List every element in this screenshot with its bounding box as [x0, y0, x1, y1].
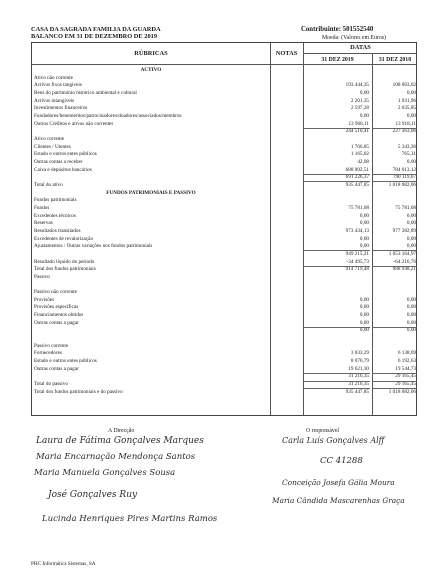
row-label: Excedentes de revalorização — [34, 235, 94, 242]
table-row — [32, 113, 418, 119]
value-2019: -34 495,73 — [346, 258, 369, 265]
table-row — [32, 190, 418, 196]
value-2018: 1 018 082,06 — [388, 388, 416, 395]
value-2018: 6 192,63 — [397, 358, 416, 365]
table-row — [32, 75, 418, 81]
table-row — [32, 151, 418, 157]
value-2019: 691 226,37 — [345, 174, 369, 181]
value-2018: 0,00 — [406, 212, 416, 219]
signature: Maria Cândida Mascarenhas Graça — [272, 496, 405, 505]
row-label: Passivo não corrente — [34, 289, 77, 296]
balance-table — [31, 42, 417, 416]
table-row — [32, 320, 418, 326]
table-row — [32, 373, 418, 379]
table-row — [32, 389, 418, 395]
value-2019: 31 216,35 — [348, 381, 369, 388]
table-row — [32, 297, 418, 303]
signature: Conceição Josefa Gália Moura — [282, 478, 395, 487]
taxpayer-number: Contribuinte: 501552540 — [301, 26, 374, 33]
row-label: Ativo não corrente — [34, 74, 73, 81]
table-row — [32, 335, 418, 341]
row-label: Estado e outros entes públicos — [34, 151, 97, 158]
table-row — [32, 358, 418, 364]
value-2018: 784 013,12 — [392, 166, 416, 173]
row-label: Total do ativo — [34, 181, 63, 188]
table-row — [32, 121, 418, 127]
row-label: Total dos fundos patrimoniais e do passivo — [34, 388, 123, 395]
row-label: Fundos patrimoniais — [34, 197, 77, 204]
value-2019: 19 621,30 — [348, 365, 369, 372]
row-label: Activos intangíveis — [34, 97, 75, 104]
value-2019: 2 597,28 — [350, 105, 369, 112]
value-2018: 6 138,69 — [397, 350, 416, 357]
row-label: Outras contas a pagar — [34, 319, 79, 326]
subtotal-rule — [373, 266, 417, 267]
subtotal-rule — [373, 373, 417, 374]
value-2018: 227 363,06 — [392, 128, 416, 135]
value-2018: 0,00 — [406, 158, 416, 165]
value-2019: 8 076,79 — [350, 358, 369, 365]
table-row — [32, 266, 418, 272]
value-2019: 973 434,13 — [345, 227, 369, 234]
table-row — [32, 274, 418, 280]
signature: CC 41288 — [320, 456, 363, 466]
value-2019: 0,00 — [359, 312, 369, 319]
value-2019: 0,00 — [359, 235, 369, 242]
table-row — [32, 128, 418, 134]
value-2019: 0,00 — [359, 304, 369, 311]
table-row — [32, 205, 418, 211]
subtotal-rule — [304, 388, 370, 389]
table-row — [32, 220, 418, 226]
signature: Carla Luís Gonçalves Alff — [282, 436, 385, 445]
subtotal-rule — [373, 250, 417, 251]
responsible-label: O responsável — [306, 428, 340, 434]
table-row — [32, 98, 418, 104]
subtotal-rule — [373, 181, 417, 182]
subtotal-rule — [304, 174, 370, 175]
row-label: Reservas — [34, 220, 53, 227]
table-row — [32, 281, 418, 287]
value-2019: 0,00 — [359, 89, 369, 96]
row-label: Resultados transitados — [34, 227, 81, 234]
value-2018: 29 165,45 — [395, 373, 416, 380]
row-label: Investimentos financeiros — [34, 105, 88, 112]
row-label: Fundadores/beneméritos/patrocinadores/doadores/associados/membros — [34, 112, 182, 119]
value-2019: 949 215,21 — [345, 250, 369, 257]
row-label: Clientes / Utentes — [34, 143, 71, 150]
value-2018: 1 931,96 — [397, 97, 416, 104]
signature: José Gonçalves Ruy — [48, 490, 138, 500]
subtotal-rule — [373, 128, 417, 129]
column-header-rubricas: RÚBRICAS — [134, 50, 168, 57]
subtotal-rule — [304, 327, 370, 328]
value-2019: 75 781,08 — [348, 204, 369, 211]
table-row — [32, 251, 418, 257]
row-label: Bens do património histórico ambiental e cultural — [34, 89, 137, 96]
value-2018: 0,00 — [406, 89, 416, 96]
value-2018: 0,00 — [406, 296, 416, 303]
value-2018: 765,31 — [401, 151, 416, 158]
table-row — [32, 381, 418, 387]
direction-label: A Direcção — [108, 428, 135, 434]
value-2018: 5 343,36 — [397, 143, 416, 150]
table-row — [32, 182, 418, 188]
table-row — [32, 159, 418, 165]
value-2018: 0,00 — [406, 304, 416, 311]
row-label: Ajustamentos / Outras variações nos fundos patrimoniais — [34, 243, 153, 250]
table-row — [32, 312, 418, 318]
value-2019: 244 510,41 — [345, 128, 369, 135]
table-row — [32, 82, 418, 88]
row-label: Fornecedores — [34, 350, 62, 357]
subtotal-rule — [304, 381, 370, 382]
value-2018: 0,00 — [406, 243, 416, 250]
subtotal-rule — [373, 174, 417, 175]
value-2019: 0,00 — [359, 327, 369, 334]
header-divider — [32, 64, 416, 65]
row-label: Provisões específicas — [34, 304, 79, 311]
signature: Laura de Fátima Gonçalves Marques — [36, 436, 204, 446]
value-2018: 977 382,89 — [392, 227, 416, 234]
table-row — [32, 228, 418, 234]
table-row — [32, 90, 418, 96]
row-label: Financiamentos obtidos — [34, 312, 84, 319]
table-row — [32, 259, 418, 265]
table-row — [32, 343, 418, 349]
value-2018: 1 018 082,06 — [388, 181, 416, 188]
table-row — [32, 289, 418, 295]
document-title: BALANCO EM 31 DE DEZEMBRO DE 2019 — [31, 33, 158, 40]
row-label: Outras contas a pagar — [34, 365, 79, 372]
value-2019: 935 447,85 — [345, 181, 369, 188]
value-2019: 0,00 — [359, 220, 369, 227]
subtotal-rule — [373, 381, 417, 382]
value-2019: 0,00 — [359, 112, 369, 119]
header-divider — [303, 53, 416, 54]
row-label: Outros Créditos e ativos não correntes — [34, 120, 114, 127]
entity-name: CASA DA SAGRADA FAMILIA DA GUARDA — [31, 26, 161, 33]
column-header-notas: NOTAS — [275, 50, 298, 57]
table-row — [32, 144, 418, 150]
row-label: Passivo — [34, 273, 50, 280]
table-row — [32, 136, 418, 142]
value-2018: 29 165,45 — [395, 381, 416, 388]
row-label: Total do passivo — [34, 381, 68, 388]
value-2019: 0,00 — [359, 296, 369, 303]
table-row — [32, 304, 418, 310]
value-2018: 1 053 164,97 — [388, 250, 416, 257]
row-label: Ativo corrente — [34, 135, 65, 142]
value-2018: 0,00 — [406, 220, 416, 227]
value-2019: 0,00 — [359, 243, 369, 250]
value-2019: 2 201,35 — [350, 97, 369, 104]
software-credit: PHC Informática Sistemas, SA — [31, 561, 96, 567]
subtotal-rule — [304, 373, 370, 374]
column-header-datas: DATAS — [350, 44, 371, 51]
value-2018: 108 063,02 — [392, 82, 416, 89]
row-label: Resultado líquido do período — [34, 258, 95, 265]
value-2019: 13 968,11 — [348, 120, 369, 127]
value-2018: 0,00 — [406, 112, 416, 119]
value-2019: 42,08 — [357, 158, 369, 165]
table-row — [32, 167, 418, 173]
row-label: Fundos — [34, 204, 50, 211]
value-2018: 0,00 — [406, 319, 416, 326]
row-label: Activos fixos tangíveis — [34, 82, 82, 89]
row-label: Provisões — [34, 296, 55, 303]
table-row — [32, 105, 418, 111]
signature: Maria Encarnação Mendonça Santos — [36, 452, 196, 462]
subtotal-rule — [304, 250, 370, 251]
subtotal-rule — [373, 388, 417, 389]
table-row — [32, 327, 418, 333]
table-row — [32, 236, 418, 242]
table-row — [32, 350, 418, 356]
value-2019: 0,00 — [359, 212, 369, 219]
value-2018: 0,00 — [406, 312, 416, 319]
subtotal-rule — [304, 266, 370, 267]
row-label: Excedentes técnicos — [34, 212, 76, 219]
value-2019: 193 444,35 — [345, 82, 369, 89]
value-2019: 3 033,29 — [350, 350, 369, 357]
row-label: ACTIVO — [140, 67, 162, 73]
value-2019: 1 766,85 — [350, 143, 369, 150]
row-label: Caixa e depósitos bancários — [34, 166, 92, 173]
value-2019: 1 165,02 — [350, 151, 369, 158]
table-row — [32, 213, 418, 219]
subtotal-rule — [304, 181, 370, 182]
table-row — [32, 243, 418, 249]
row-label: Total dos fundos patrimoniais — [34, 266, 96, 273]
value-2018: 988 948,21 — [392, 266, 416, 273]
value-2018: 75 781,08 — [395, 204, 416, 211]
value-2018: -64 216,76 — [393, 258, 416, 265]
value-2018: 13 918,11 — [395, 120, 416, 127]
row-label: Passivo corrente — [34, 342, 69, 349]
value-2018: 0,00 — [406, 235, 416, 242]
table-row — [32, 197, 418, 203]
value-2018: 790 119,67 — [392, 174, 416, 181]
table-row — [32, 366, 418, 372]
value-2019: 914 719,48 — [345, 266, 369, 273]
value-2019: 935 447,85 — [345, 388, 369, 395]
value-2019: 0,00 — [359, 319, 369, 326]
row-label: Outras contas a receber — [34, 158, 83, 165]
column-header-2018: 31 DEZ 2018 — [378, 57, 412, 63]
value-2018: 19 544,73 — [395, 365, 416, 372]
currency-note: Moeda: (Valores em Euros) — [322, 35, 386, 41]
signature: Maria Manuela Gonçalves Sousa — [34, 468, 176, 478]
value-2019: 688 002,51 — [345, 166, 369, 173]
value-2019: 31 216,35 — [348, 373, 369, 380]
value-2018: 2 035,85 — [397, 105, 416, 112]
subtotal-rule — [304, 128, 370, 129]
row-label: Estado e outros entes públicos — [34, 358, 97, 365]
column-header-2019: 31 DEZ 2019 — [321, 57, 354, 63]
subtotal-rule — [373, 327, 417, 328]
value-2018: 0,00 — [406, 327, 416, 334]
table-row — [32, 67, 418, 73]
row-label: FUNDOS PATRIMONIAIS E PASSIVO — [106, 189, 196, 196]
signature: Lucinda Henriques Pires Martins Ramos — [42, 514, 218, 524]
table-row — [32, 174, 418, 180]
